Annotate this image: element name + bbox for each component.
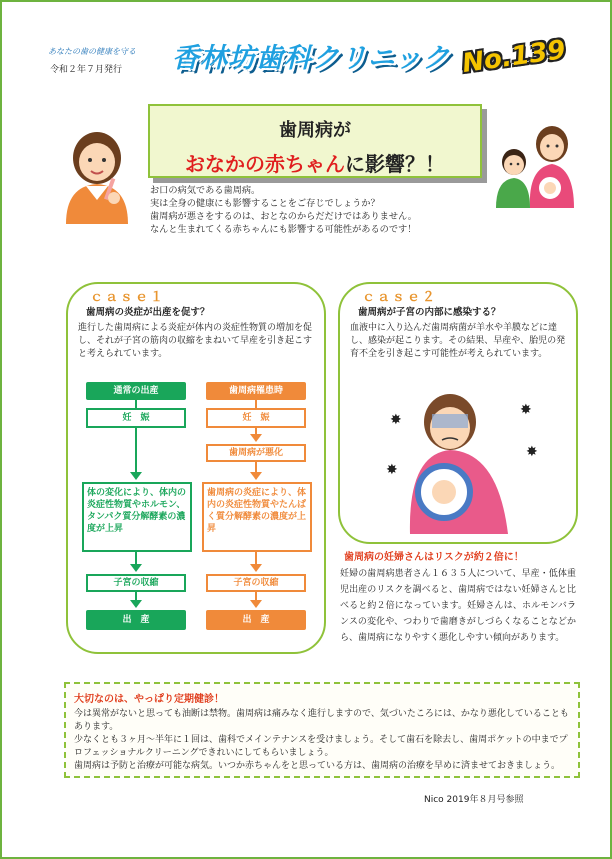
normal-step-birth: 出 産 [86, 610, 186, 630]
svg-text:✸: ✸ [386, 462, 398, 478]
svg-text:✸: ✸ [390, 412, 402, 428]
case1-body: 進行した歯周病による炎症が体内の炎症性物質の増加を促し、それが子宮の筋肉の収縮をまねいて早産を引き起こすと考えられています。 [78, 323, 313, 359]
case2-heading: 歯周病が子宮の内部に感染する？ [358, 307, 501, 318]
risk-heading: 歯周病の妊婦さんはリスクが約２倍に！ [344, 552, 524, 563]
arrow-down-icon [130, 472, 142, 480]
checkup-paragraph: 今は異常がないと思っても油断は禁物。歯周病は痛みなく進行しますので、気づいたころには、かなり悪化していることもあります。 [74, 709, 569, 732]
case2-panel [338, 282, 578, 544]
arrow-down-icon [130, 564, 142, 572]
normal-step-change: 体の変化により、体内の炎症性物質やホルモン、タンパク質分解酵素の濃度が上昇 [82, 482, 192, 552]
tagline: あなたの歯の健康を守る [48, 47, 136, 56]
svg-text:✸: ✸ [520, 402, 532, 418]
case1-label: ｃａｓｅ１ [90, 290, 166, 305]
dental-hygienist-illustration [56, 128, 138, 224]
clinic-name: 香林坊歯科クリニック [172, 43, 451, 74]
arrow-down-icon [250, 434, 262, 442]
arrow-down-icon [250, 472, 262, 480]
arrow-down-icon [250, 600, 262, 608]
svg-text:✸: ✸ [526, 444, 538, 460]
title-box [148, 104, 482, 178]
parent-child-illustration [494, 118, 576, 208]
intro-line: なんと生まれてくる赤ちゃんにも影響する可能性があるのです！ [150, 224, 417, 235]
checkup-paragraph: 少なくとも３ヶ月～半年に１回は、歯科でメインテナンスを受けましょう。そして歯石を除去し、歯周ポケットの中までプロフェッショナルクリーニングできれいにしてもらいましょう。 [74, 735, 568, 758]
checkup-paragraph: 歯周病は予防と治療が可能な病気。いつか赤ちゃんをと思っている方は、歯周病の治療を早めに済ませておきましょう。 [74, 761, 561, 771]
case1-heading: 歯周病の炎症が出産を促す？ [86, 307, 210, 318]
intro-line: 実は全身の健康にも影響することをご存じでしょうか？ [150, 198, 380, 209]
checkup-box [64, 682, 580, 778]
intro-line: 歯周病が悪さをするのは、おとなのからだだけではありません。 [150, 211, 417, 222]
perio-flow-header: 歯周病罹患時 [206, 382, 306, 400]
intro-line: お口の病気である歯周病。 [150, 185, 261, 196]
perio-step-worsen: 歯周病が悪化 [206, 444, 306, 462]
title-highlight: おなかの赤ちゃん [185, 152, 345, 176]
arrow-down-icon [250, 564, 262, 572]
source-credit: Nico 2019年８月号参照 [424, 795, 524, 805]
case2-body: 血液中に入り込んだ歯周病菌が羊水や羊膜などに達し、感染が起こります。その結果、早産や、胎児の発育不全を引き起こす可能性が考えられています。 [350, 323, 566, 359]
checkup-body [74, 708, 570, 773]
connector [255, 400, 257, 408]
issue-number: No.139 [460, 34, 568, 80]
perio-step-contraction: 子宮の収縮 [206, 574, 306, 592]
connector [135, 400, 137, 408]
case2-label: ｃａｓｅ２ [362, 290, 438, 305]
pregnant-woman-illustration [380, 384, 540, 534]
risk-body: 妊婦の歯周病患者さん１６３５人について、早産・低体重児出産のリスクを調べると、歯周病ではない妊婦さんと比べると約２倍になっています。妊婦さんは、ホルモンバランスの変化や、つわりで歯磨きがしづらくなることなどから、歯周病になりやすく悪化しやすい傾向があります。 [340, 569, 576, 643]
perio-step-birth: 出 産 [206, 610, 306, 630]
normal-flow-header: 通常の出産 [86, 382, 186, 400]
arrow-down-icon [130, 600, 142, 608]
normal-step-contraction: 子宮の収縮 [86, 574, 186, 592]
perio-step-pregnancy: 妊 娠 [206, 408, 306, 428]
issue-date: 令和２年７月発行 [50, 65, 123, 75]
connector [135, 428, 137, 476]
checkup-heading: 大切なのは、やっぱり定期健診！ [74, 694, 224, 705]
title-rest: に影響？！ [345, 152, 445, 176]
intro-text [150, 184, 417, 236]
title-line1: 歯周病が [279, 120, 351, 141]
title-line2 [150, 148, 480, 177]
perio-step-inflammation: 歯周病の炎症により、体内の炎症性物質やたんぱく質分解酵素の濃度が上昇 [202, 482, 312, 552]
normal-step-pregnancy: 妊 娠 [86, 408, 186, 428]
case1-panel [66, 282, 326, 654]
